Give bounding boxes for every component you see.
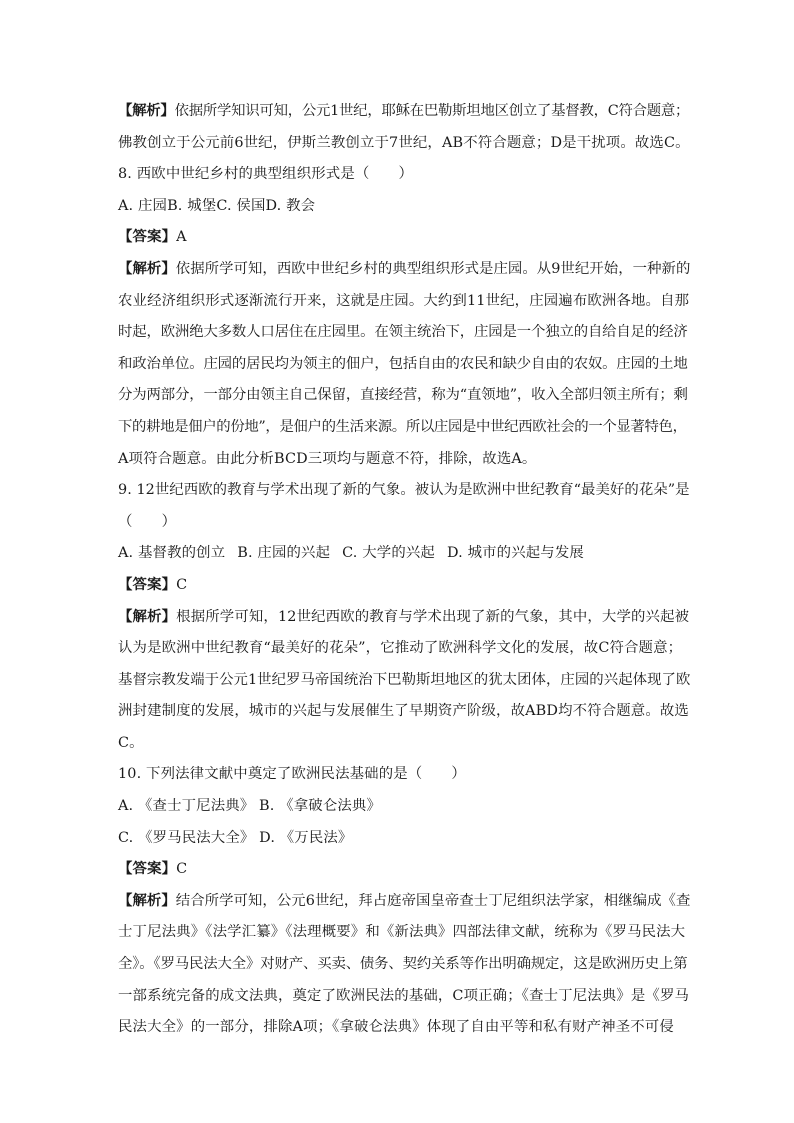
q8-analysis-line: 时起，欧洲绝大多数人口居住在庄园里。在领主统治下，庄园是一个独立的自给自足的经济 <box>118 324 688 341</box>
q9-question: （ ） <box>118 513 177 530</box>
q10-analysis-line: 全》。《罗马民法大全》对财产、买卖、债务、契约关系等作出明确规定，这是欧洲历史上第 <box>118 956 688 973</box>
q8-options: A. 庄园B. 城堡C. 侯国D. 教会 <box>118 197 316 214</box>
q7-analysis-line: 【解析】依据所学知识可知，公元1世纪，耶稣在巴勒斯坦地区创立了基督教，C符合题意； <box>118 103 690 119</box>
q10-options: A. 《查士丁尼法典》 B. 《拿破仑法典》 <box>118 798 381 815</box>
answer-label: 【答案】 <box>118 861 177 878</box>
analysis-label: 【解析】 <box>118 103 175 119</box>
answer-label: 【答案】 <box>118 229 177 246</box>
q10-analysis-line: 民法大全》的一部分，排除A项；《拿破仑法典》体现了自由平等和私有财产神圣不可侵 <box>118 1019 674 1036</box>
q7-analysis-line: 佛教创立于公元前6世纪，伊斯兰教创立于7世纪，AB不符合题意；D是干扰项。故选C。 <box>118 134 690 151</box>
answer-value: C <box>176 576 188 593</box>
q10-answer <box>118 854 682 886</box>
q8-answer <box>118 222 682 254</box>
answer-label: 【答案】 <box>118 576 177 593</box>
q10-question: 10. 下列法律文献中奠定了欧洲民法基础的是（ ） <box>118 766 466 783</box>
q10-options: C. 《罗马民法大全》 D. 《万民法》 <box>118 829 353 846</box>
q8-analysis-line: 下的耕地是佃户的份地”，是佃户的生活来源。所以庄园是中世纪西欧社会的一个显著特色， <box>118 418 687 435</box>
analysis-label: 【解析】 <box>118 892 176 909</box>
q9-options <box>118 538 682 570</box>
analysis-label: 【解析】 <box>118 260 176 277</box>
q9-analysis-line: 【解析】根据所学可知，12世纪西欧的教育与学术出现了新的气象，其中，大学的兴起被 <box>118 608 690 625</box>
page-content <box>118 96 691 1044</box>
option-b: B. 庄园的兴起 <box>237 545 331 562</box>
q9-analysis-line: 基督宗教发端于公元1世纪罗马帝国统治下巴勒斯坦地区的犹太团体，庄园的兴起体现了欧 <box>118 671 691 688</box>
q8-analysis-line: 农业经济组织形式逐渐流行开来，这就是庄园。大约到11世纪，庄园遍布欧洲各地。自那 <box>118 292 690 309</box>
q8-analysis-line: 分为两部分，一部分由领主自己保留，直接经营，称为“直领地”，收入全部归领主所有；剩 <box>118 387 688 404</box>
q9-analysis-line: 认为是欧洲中世纪教育“最美好的花朵”，它推动了欧洲科学文化的发展，故C符合题意； <box>118 640 683 657</box>
q8-analysis-line: A项符合题意。由此分析BCD三项均与题意不符，排除，故选A。 <box>118 450 537 467</box>
q10-analysis-line: 士丁尼法典》《法学汇纂》《法理概要》和《新法典》四部法律文献，统称为《罗马民法大 <box>118 924 686 941</box>
q8-analysis-line: 【解析】依据所学可知，西欧中世纪乡村的典型组织形式是庄园。从9世纪开始，一种新的 <box>118 260 691 277</box>
option-d: D. 城市的兴起与发展 <box>446 545 584 562</box>
answer-value: A <box>176 229 187 246</box>
answer-value: C <box>176 861 188 878</box>
analysis-label: 【解析】 <box>118 608 177 625</box>
q9-answer <box>118 570 682 602</box>
option-a: A. 基督教的创立 <box>118 545 226 562</box>
q9-analysis-line: 洲封建制度的发展，城市的兴起与发展催生了早期资产阶级，故ABD均不符合题意。故选 <box>118 703 689 720</box>
q9-analysis-line: C。 <box>118 734 144 751</box>
q8-analysis-line: 和政治单位。庄园的居民均为领主的佃户，包括自由的农民和缺少自由的农奴。庄园的土地 <box>118 355 688 372</box>
q9-question: 9. 12世纪西欧的教育与学术出现了新的气象。被认为是欧洲中世纪教育“最美好的花朵”是 <box>118 482 690 499</box>
q10-analysis-line: 【解析】结合所学可知，公元6世纪，拜占庭帝国皇帝查士丁尼组织法学家，相继编成《查 <box>118 892 691 909</box>
q8-question: 8. 西欧中世纪乡村的典型组织形式是（ ） <box>118 166 414 183</box>
option-c: C. 大学的兴起 <box>342 545 435 562</box>
q10-analysis-line: 一部系统完备的成文法典，奠定了欧洲民法的基础，C项正确；《查士丁尼法典》是《罗马 <box>118 987 690 1004</box>
